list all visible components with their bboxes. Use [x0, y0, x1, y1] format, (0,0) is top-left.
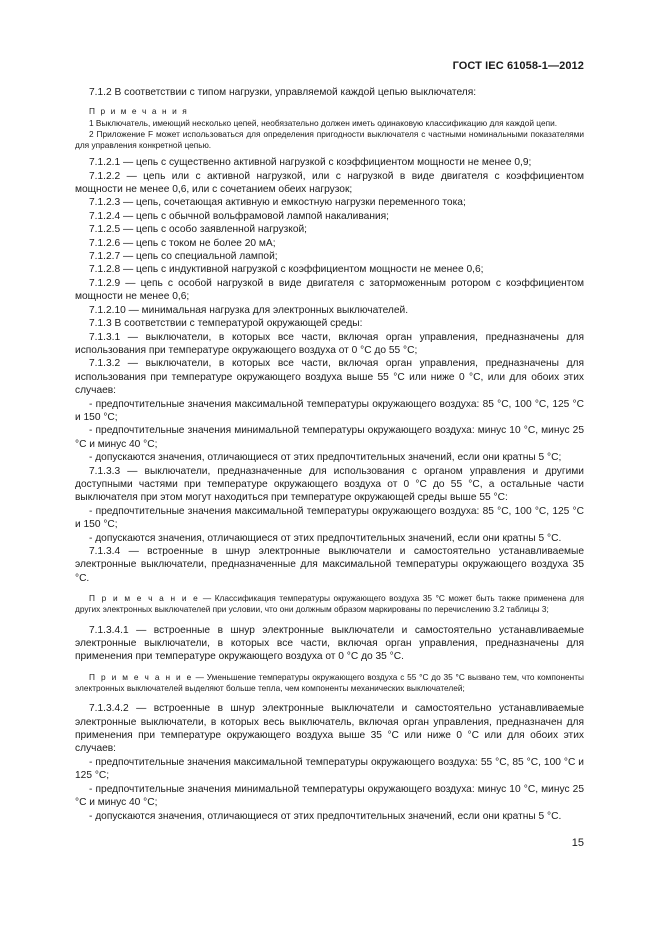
note-2 [75, 593, 584, 615]
list-item: - предпочтительные значения минимальной температуры окружающего воздуха: минус 10 °С, минус 25 °С и минус 40 °С; [75, 783, 584, 809]
clause-7-1-2-3: 7.1.2.3 — цепь, сочетающая активную и емкостную нагрузки переменного тока; [89, 197, 466, 209]
page-number: 15 [571, 837, 584, 849]
clause-7-1-3-3: 7.1.3.3 — выключатели, предназначенные для использования с органом управления и другими доступными частями при температуре окружающего воздуха от 0 °С до 55 °С, а остальные части выключателя при этом могут находиться при температуре окружающей среды выше 55 °С: [75, 465, 584, 504]
list-item: - допускаются значения, отличающиеся от этих предпочтительных значений, если они кратны 5 °С. [89, 532, 562, 544]
clause-7-1-2-8: 7.1.2.8 — цепь с индуктивной нагрузкой с коэффициентом мощности не менее 0,6; [89, 264, 484, 276]
document-body [75, 86, 584, 823]
clause-7-1-2: 7.1.2 В соответствии с типом нагрузки, управляемой каждой цепью выключателя: [89, 87, 477, 98]
note-label: П р и м е ч а н и е [89, 671, 193, 682]
note-item-2: 2 Приложение F может использоваться для определения пригодности выключателя с частными номинальными показателями для управления конкретной цепью. [75, 128, 584, 151]
notes-title: П р и м е ч а н и я [89, 106, 189, 117]
clause-7-1-3-2: 7.1.3.2 — выключатели, в которых все части, включая орган управления, предназначены для использования при температуре окружающего воздуха выше 55 °С или ниже 0 °С, или для обоих этих случаев: [75, 358, 584, 397]
list-item: - предпочтительные значения максимальной температуры окружающего воздуха: 85 °С, 100 °С, 125 °С и 150 °С; [75, 505, 584, 531]
clause-7-1-2-9: 7.1.2.9 — цепь с особой нагрузкой в виде двигателя с заторможенным ротором с коэффициентом мощности не менее 0,6; [75, 277, 584, 303]
document-header: ГОСТ IEC 61058-1—2012 [452, 60, 584, 72]
clause-7-1-2-5: 7.1.2.5 — цепь с особо заявленной нагрузкой; [89, 224, 308, 236]
clause-7-1-3-4-2: 7.1.3.4.2 — встроенные в шнур электронные выключатели и самостоятельно устанавливаемые электронные выключатели, в которых весь выключатель, включая орган управления, предназначен для применения при температуре окружающего воздуха выше 35 °С или ниже 0 °С или для обоих этих случаев: [75, 703, 584, 755]
note-label: П р и м е ч а н и е [89, 593, 200, 604]
note-text: — Уменьшение температуры окружающего воздуха с 55 °С до 35 °С вызвано тем, что компоненты электронных выключателей выделяют больше тепла, чем компоненты механических выключателей; [75, 671, 585, 694]
clause-7-1-3: 7.1.3 В соответствии с температурой окружающей среды: [89, 318, 363, 330]
clause-7-1-3-4-1: 7.1.3.4.1 — встроенные в шнур электронные выключатели и самостоятельно устанавливаемые электронные выключатели, в которых все части, включая орган управления, предназначены для применения при температуре окружающего воздуха от 0 °С до 35 °С. [75, 624, 584, 663]
clause-7-1-2-2: 7.1.2.2 — цепь или с активной нагрузкой, или с нагрузкой в виде двигателя с коэффициентом мощности не менее 0,6, или с сочетанием обеих нагрузок; [75, 170, 584, 196]
clause-7-1-2-7: 7.1.2.7 — цепь со специальной лампой; [89, 251, 278, 263]
clause-7-1-2-4: 7.1.2.4 — цепь с обычной вольфрамовой лампой накаливания; [89, 210, 389, 222]
list-item: - допускаются значения, отличающиеся от этих предпочтительных значений, если они кратны 5 °С. [89, 810, 562, 822]
clause-7-1-3-4: 7.1.3.4 — встроенные в шнур электронные выключатели и самостоятельно устанавливаемые электронные выключатели, предназначенные для максимальной температуры окружающего воздуха 35 °С. [75, 546, 584, 584]
clause-7-1-3-1: 7.1.3.1 — выключатели, в которых все части, включая орган управления, предназначены для использования при температуре окружающего воздуха от 0 °С до 55 °С; [75, 331, 584, 356]
clause-7-1-2-6: 7.1.2.6 — цепь с током не более 20 мА; [89, 237, 276, 249]
list-item: - предпочтительные значения максимальной температуры окружающего воздуха: 55 °С, 85 °С, 100 °С и 125 °С; [75, 756, 584, 782]
note-text: — Классификация температуры окружающего воздуха 35 °С может быть также применена для других электронных выключателей при условии, что они должным образом маркированы по перечислению 3.2 таблицы 3; [75, 593, 584, 615]
clause-7-1-2-1: 7.1.2.1 — цепь с существенно активной нагрузкой с коэффициентом мощности не менее 0,9; [89, 157, 532, 169]
list-item: - допускаются значения, отличающиеся от этих предпочтительных значений, если они кратны 5 °С; [89, 452, 562, 464]
list-item: - предпочтительные значения минимальной температуры окружающего воздуха: минус 10 °С, минус 25 °С и минус 40 °С; [75, 425, 584, 450]
notes-block-1 [75, 106, 584, 151]
note-item-1: 1 Выключатель, имеющий несколько цепей, необязательно должен иметь одинаковую классификацию для каждой цепи. [89, 117, 558, 128]
clause-7-1-2-10: 7.1.2.10 — минимальная нагрузка для электронных выключателей. [89, 304, 409, 316]
list-item: - предпочтительные значения максимальной температуры окружающего воздуха: 85 °С, 100 °С, 125 °С и 150 °С; [75, 398, 584, 423]
note-3 [75, 672, 584, 694]
